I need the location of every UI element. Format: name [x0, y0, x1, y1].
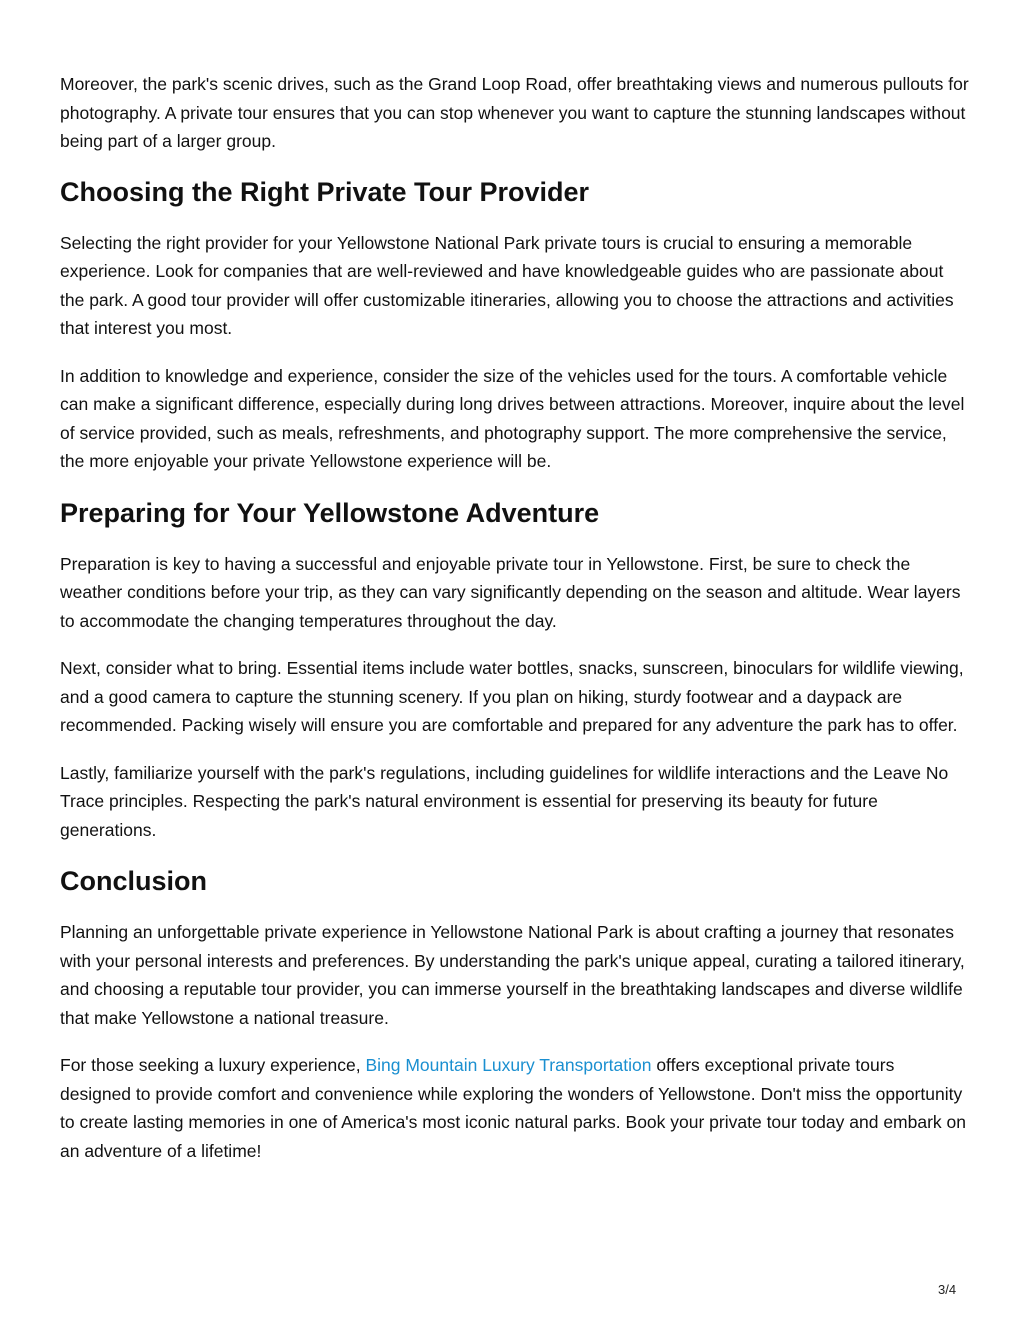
- closing-text-after-link: offers exceptional private tours designed to provide comfort and convenience while exploring the wonders of Yellowstone. Don't miss the opportunity to create lasting memories in one of America's most iconic natural parks. Book your private tour today and embark on an adventure of a lifetime!: [60, 1055, 967, 1161]
- bing-mountain-link[interactable]: Bing Mountain Luxury Transportation: [365, 1055, 652, 1075]
- paragraph: Lastly, familiarize yourself with the park's regulations, including guidelines for wildlife interactions and the Leave No Trace principles. Respecting the park's natural environment is essential for preserving its beauty for future generations.: [60, 762, 949, 840]
- paragraph: Preparation is key to having a successful and enjoyable private tour in Yellowstone. First, be sure to check the weather conditions before your trip, as they can vary significantly depending on the season and altitude. Wear layers to accommodate the changing temperatures throughout the day.: [60, 553, 961, 631]
- paragraph: In addition to knowledge and experience, consider the size of the vehicles used for the tours. A comfortable vehicle can make a significant difference, especially during long drives between attractions. Moreover, inquire about the level of service provided, such as meals, refreshments, and photography support. The more comprehensive the service, the more enjoyable your private Yellowstone experience will be.: [60, 365, 965, 471]
- paragraph: Planning an unforgettable private experience in Yellowstone National Park is about crafting a journey that resonates with your personal interests and preferences. By understanding the park's unique appeal, curating a tailored itinerary, and choosing a reputable tour provider, you can immerse yourself in the breathtaking landscapes and diverse wildlife that make Yellowstone a national treasure.: [60, 922, 965, 1028]
- paragraph: Selecting the right provider for your Yellowstone National Park private tours is crucial to ensuring a memorable experience. Look for companies that are well-reviewed and have knowledgeable guides who are passionate about the park. A good tour provider will offer customizable itineraries, allowing you to choose the attractions and activities that interest you most.: [60, 232, 954, 338]
- section-heading-preparing: Preparing for Your Yellowstone Adventure: [60, 497, 600, 528]
- section-heading-conclusion: Conclusion: [60, 866, 207, 896]
- closing-paragraph: [60, 1051, 970, 1165]
- section-heading-tour-provider: Choosing the Right Private Tour Provider: [60, 176, 590, 207]
- page-number: 3/4: [938, 1282, 957, 1297]
- document-body: [60, 70, 970, 1184]
- paragraph: Next, consider what to bring. Essential items include water bottles, snacks, sunscreen, binoculars for wildlife viewing, and a good camera to capture the stunning scenery. If you plan on hiking, sturdy footwear and a daypack are recommended. Packing wisely will ensure you are comfortable and prepared for any adventure the park has to offer.: [60, 658, 964, 735]
- closing-text-before-link: For those seeking a luxury experience,: [60, 1055, 366, 1075]
- intro-paragraph: Moreover, the park's scenic drives, such as the Grand Loop Road, offer breathtaking views and numerous pullouts for photography. A private tour ensures that you can stop whenever you want to capture the stunning landscapes without being part of a larger group.: [60, 74, 969, 151]
